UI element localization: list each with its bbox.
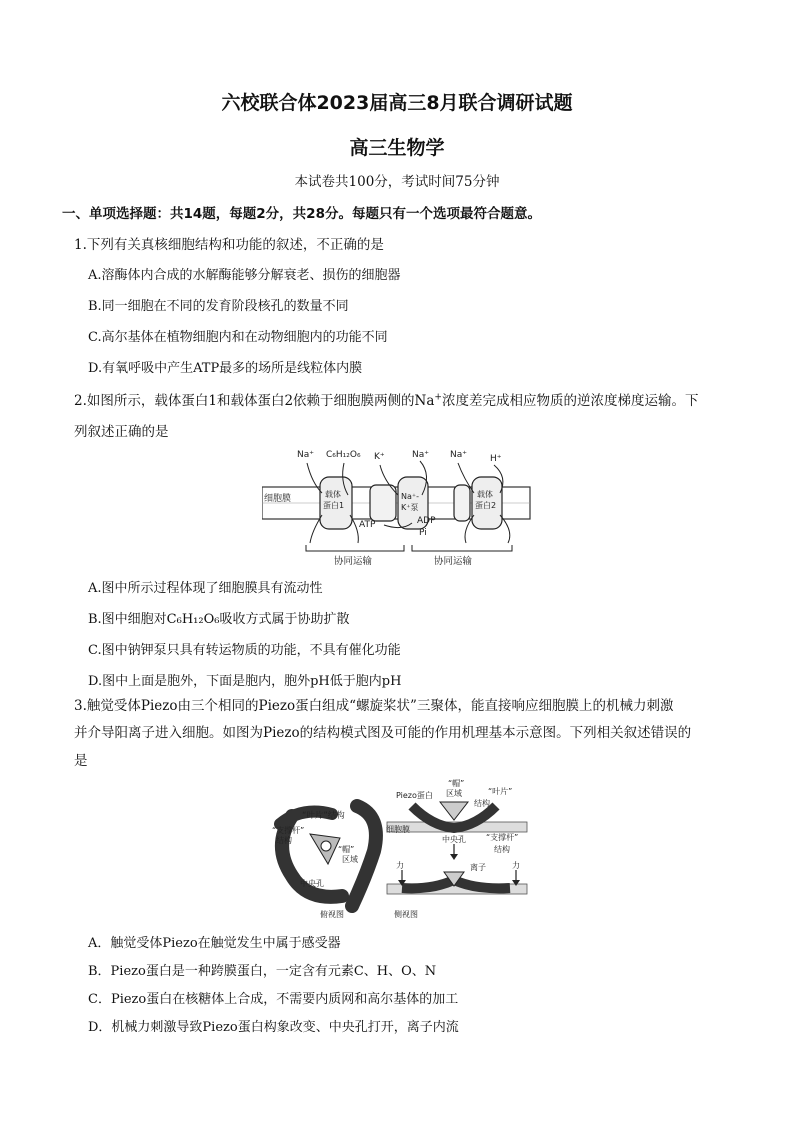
fig-na-3: Na⁺	[450, 450, 467, 460]
fig-cap-l1: “帽”	[338, 845, 355, 854]
fig-pi: Pi	[419, 528, 427, 538]
fig-central-pore: 中央孔	[300, 879, 324, 888]
fig-top-view-label: 俯视图	[320, 910, 344, 919]
exam-info: 本试卷共100分，考试时间75分钟	[294, 174, 500, 190]
piezo-top-view	[280, 806, 376, 906]
q1-stem: 1.下列有关真核细胞结构和功能的叙述，不正确的是	[74, 237, 384, 253]
fig-cap2-l2: 区域	[446, 789, 462, 798]
fig-carrier2-l1: 载体	[477, 490, 493, 499]
q2-option-a: A.图中所示过程体现了细胞膜具有流动性	[88, 581, 323, 596]
q3-stem-line3: 是	[74, 753, 88, 769]
fig-blade2-l1: “叶片”	[488, 787, 513, 796]
fig-carrier2-l2: 蛋白2	[475, 501, 497, 510]
q2-stem-sup: +	[434, 392, 442, 403]
q2-option-c: C.图中钠钾泵只具有转运物质的功能，不具有催化功能	[88, 643, 401, 658]
fig-carrier1-l2: 蛋白1	[323, 501, 345, 510]
q2-option-b: B.图中细胞对C₆H₁₂O₆吸收方式属于协助扩散	[88, 612, 350, 627]
q3-option-b: B．Piezo蛋白是一种跨膜蛋白，一定含有元素C、H、O、N	[88, 964, 437, 979]
fig-cell-membrane: 细胞膜	[386, 825, 410, 834]
q1-option-a: A.溶酶体内合成的水解酶能够分解衰老、损伤的细胞器	[88, 268, 401, 283]
q3-stem-line2: 并介导阳离子进入细胞。如图为Piezo的结构模式图及可能的作用机理基本示意图。下列相关叙述错误的	[74, 725, 692, 741]
fig-blade2-l2: 结构	[474, 799, 490, 808]
q3-piezo-figure	[262, 776, 534, 922]
q1-option-b: B.同一细胞在不同的发育阶段核孔的数量不同	[88, 299, 349, 314]
q2-stem-part2: 浓度差完成相应物质的逆浓度梯度运输。下	[441, 393, 699, 409]
q2-stem-part1: 2.如图所示，载体蛋白1和载体蛋白2依赖于细胞膜两侧的Na	[74, 393, 435, 409]
fig-side-view-label: 侧视图	[394, 910, 418, 919]
fig-piezo-protein: Piezo蛋白	[396, 791, 433, 800]
fig-cap2-l1: “帽”	[448, 779, 465, 788]
section-heading: 一、单项选择题：共14题，每题2分，共28分。每题只有一个选项最符合题意。	[62, 206, 541, 222]
q3-option-d: D．机械力刺激导致Piezo蛋白构象改变、中央孔打开，离子内流	[88, 1020, 459, 1035]
fig-force-right: 力	[512, 861, 520, 870]
fig-strut2-l1: “支撑杆”	[486, 833, 519, 842]
subject-title: 高三生物学	[349, 137, 445, 159]
fig-atp: ATP	[359, 520, 376, 530]
fig-membrane-label: 细胞膜	[264, 494, 292, 504]
fig-cotransport-1: 协同运输	[334, 556, 373, 567]
q2-option-d: D.图中上面是胞外，下面是胞内，胞外pH低于胞内pH	[88, 674, 402, 689]
q2-membrane-transport-figure	[262, 445, 534, 571]
fig-na-1: Na⁺	[297, 450, 314, 460]
q3-option-c: C．Piezo蛋白在核糖体上合成，不需要内质网和高尔基体的加工	[88, 992, 459, 1007]
fig-glucose: C₆H₁₂O₆	[326, 450, 361, 460]
fig-strut-l2: 结构	[276, 836, 292, 845]
fig-ion: 离子	[470, 863, 486, 872]
fig-h: H⁺	[490, 454, 502, 464]
fig-central-pore-2: 中央孔	[442, 835, 466, 844]
fig-strut2-l2: 结构	[494, 845, 510, 854]
fig-carrier1-l1: 载体	[325, 490, 341, 499]
fig-adp: ADP	[417, 516, 436, 526]
fig-cap-l2: 区域	[342, 855, 358, 864]
fig-force-left: 力	[396, 861, 404, 870]
fig-pump-l1: Na⁺-	[401, 492, 419, 501]
q2-stem-line2: 列叙述正确的是	[74, 424, 169, 440]
q3-stem-line1: 3.触觉受体Piezo由三个相同的Piezo蛋白组成“螺旋桨状”三聚体，能直接响应细胞膜上的机械力刺激	[74, 698, 674, 714]
fig-k: K⁺	[374, 452, 385, 462]
q1-option-d: D.有氧呼吸中产生ATP最多的场所是线粒体内膜	[88, 361, 363, 376]
fig-na-2: Na⁺	[412, 450, 429, 460]
fig-pump-l2: K⁺泵	[401, 503, 419, 512]
fig-blade: “叶片”结构	[302, 811, 345, 821]
fig-cotransport-2: 协同运输	[434, 556, 473, 567]
fig-strut-l1: “支撑杆”	[272, 826, 305, 835]
q2-stem-line1	[74, 389, 698, 409]
exam-title: 六校联合体2023届高三8月联合调研试题	[221, 92, 573, 114]
q1-option-c: C.高尔基体在植物细胞内和在动物细胞内的功能不同	[88, 330, 388, 345]
q3-option-a: A．触觉受体Piezo在触觉发生中属于感受器	[88, 936, 341, 951]
